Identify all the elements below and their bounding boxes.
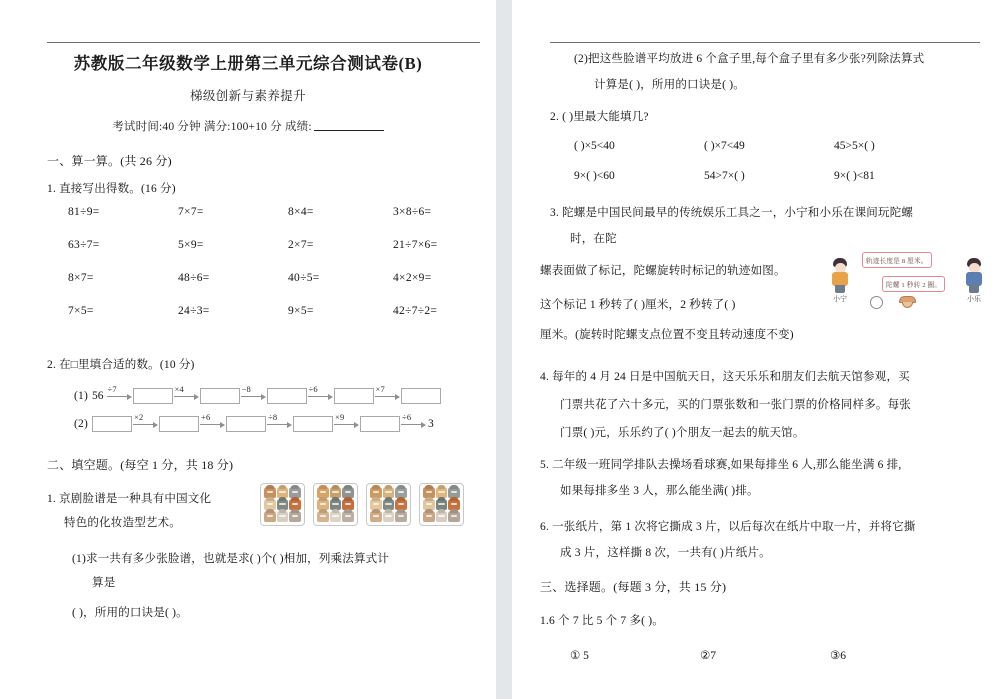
fill-3-line-5: 厘米。(旋转时陀螺支点位置不变且转动速度不变): [540, 329, 794, 341]
chain-arrow: [267, 412, 292, 429]
arith-item: 9×5=: [288, 305, 314, 317]
section-two-heading: 二、填空题。(每空 1 分，共 18 分): [47, 458, 234, 472]
fill-2-item: 9×( )<60: [574, 170, 615, 182]
chain-op: ÷6: [402, 412, 412, 422]
chain-op: −8: [241, 384, 251, 394]
character-xiaole: [964, 258, 984, 303]
chain-arrow: [308, 384, 333, 401]
legs-icon: [835, 285, 845, 293]
fill-3-line-1: 3. 陀螺是中国民间最早的传统娱乐工具之一，小宁和小乐在课间玩陀螺: [550, 207, 914, 219]
fill-3-line-3: 螺表面做了标记，陀螺旋转时标记的轨迹如图。: [540, 265, 786, 277]
arith-item: 81÷9=: [68, 206, 100, 218]
arith-item: 63÷7=: [68, 239, 100, 251]
chain-answer-box[interactable]: [334, 388, 374, 404]
fill-4-line-2: 门票共花了六十多元，买的门票张数和一张门票的价格同样多。每张: [560, 399, 911, 411]
character-xiaoning: [830, 258, 850, 303]
speech-bubble-2: 陀螺 1 秒转 2 圈。: [882, 276, 945, 292]
exam-info-text: 考试时间:40 分钟 满分:100+10 分 成绩:: [112, 121, 312, 133]
arith-item: 7×5=: [68, 305, 94, 317]
fill-2-item: 9×( )<81: [834, 170, 875, 182]
fill-4-line-3: 门票( )元，乐乐约了( )个朋友一起去的航天馆。: [560, 427, 805, 439]
fill-2-item: 54>7×( ): [704, 170, 745, 182]
chain-arrow: [107, 384, 132, 401]
fill-5-line-1: 5. 二年级一班同学排队去操场看球赛,如果每排坐 6 人,那么能坐满 6 排,: [540, 459, 902, 471]
chain-answer-box[interactable]: [226, 416, 266, 432]
chain-answer-box[interactable]: [159, 416, 199, 432]
left-page: [0, 0, 496, 699]
chain-arrow: [241, 384, 266, 401]
page-subtitle: 梯级创新与素养提升: [189, 89, 307, 103]
page-gutter: [496, 0, 512, 699]
arith-item: 4×2×9=: [393, 272, 432, 284]
body-icon: [966, 272, 982, 286]
chain-arrow: [133, 412, 158, 429]
spinning-top-icon: [898, 296, 917, 309]
character-name-label: 小乐: [967, 295, 981, 303]
chain-2-end: 3: [428, 418, 434, 430]
fill-1-sub2-line-2: 计算是( )，所用的口诀是( )。: [594, 79, 745, 91]
fill-3-line-4: 这个标记 1 秒转了( )厘米，2 秒转了( ): [540, 299, 736, 311]
arith-item: 24÷3=: [178, 305, 210, 317]
arith-item: 2×7=: [288, 239, 314, 251]
chain-op: ÷6: [308, 384, 318, 394]
arith-item: 42÷7÷2=: [393, 305, 438, 317]
mask-box: [313, 483, 358, 526]
chain-arrow: [334, 412, 359, 429]
arith-item: 5×9=: [178, 239, 204, 251]
fill-2-heading: 2. ( )里最大能填几?: [550, 111, 649, 123]
chain-op: ×2: [134, 412, 144, 422]
fill-2-item: 45>5×( ): [834, 140, 875, 152]
fill-1-sub2-line-1: (2)把这些脸谱平均放进 6 个盒子里,每个盒子里有多少张?列除法算式: [574, 53, 925, 65]
choice-1-options: [570, 648, 960, 662]
fill-1-sub1-line-3: ( )，所用的口诀是( )。: [72, 607, 188, 619]
chain-arrow: [174, 384, 199, 401]
fill-5-line-2: 如果每排多坐 3 人，那么能坐满( )排。: [560, 485, 759, 497]
arith-item: 3×8÷6=: [393, 206, 432, 218]
character-name-label: 小宁: [833, 295, 847, 303]
fill-1-sub1-line-2: 算是: [92, 577, 116, 589]
trajectory-circle-icon: [870, 296, 883, 309]
exam-info: [0, 118, 496, 134]
arithmetic-grid: [68, 206, 478, 317]
left-page-top-rule: [47, 42, 480, 43]
right-page: [512, 0, 1005, 699]
chain-op: ×4: [174, 384, 184, 394]
chain-arrow: [401, 412, 426, 429]
fill-2-item: ( )×7<49: [704, 140, 745, 152]
question-1-heading: 1. 直接写出得数。(16 分): [47, 183, 176, 195]
fill-2-row-2: [574, 170, 964, 182]
chain-answer-box[interactable]: [401, 388, 441, 404]
chain-op: ÷7: [107, 384, 117, 394]
arith-item: 8×7=: [68, 272, 94, 284]
fill-2-item: ( )×5<40: [574, 140, 615, 152]
chain-op: ×9: [335, 412, 345, 422]
mask-box: [366, 483, 411, 526]
mask-box: [419, 483, 464, 526]
chain-answer-box[interactable]: [360, 416, 400, 432]
chain-op: ×7: [375, 384, 385, 394]
question-2-heading: 2. 在□里填合适的数。(10 分): [47, 359, 195, 371]
page-title: 苏教版二年级数学上册第三单元综合测试卷(B): [73, 54, 423, 73]
fill-6-line-1: 6. 一张纸片，第 1 次将它撕成 3 片，以后每次在纸片中取一片，并将它撕: [540, 521, 916, 533]
mask-image-row: [260, 483, 464, 526]
chain-arrow: [375, 384, 400, 401]
arith-item: 7×7=: [178, 206, 204, 218]
fill-3-line-2: 时，在陀: [570, 233, 617, 245]
choice-option[interactable]: ③6: [830, 650, 847, 662]
chain-answer-box[interactable]: [200, 388, 240, 404]
chain-op: ÷8: [268, 412, 278, 422]
chain-1-label: (1): [74, 390, 89, 402]
arith-item: 48÷6=: [178, 272, 210, 284]
flow-chain-1: [74, 384, 441, 404]
choice-option[interactable]: ②7: [700, 650, 717, 662]
section-three-heading: 三、选择题。(每题 3 分，共 15 分): [540, 580, 727, 594]
right-page-top-rule: [550, 42, 980, 43]
fill-4-line-1: 4. 每年的 4 月 24 日是中国航天日，这天乐乐和朋友们去航天馆参观，买: [540, 371, 910, 383]
score-blank-line: [314, 120, 384, 131]
chain-1-start: 56: [92, 390, 104, 402]
chain-answer-box[interactable]: [267, 388, 307, 404]
speech-bubble-1: 轨迹长度是 8 厘米。: [862, 252, 932, 268]
choice-option[interactable]: ① 5: [570, 650, 589, 662]
chain-2-label: (2): [74, 418, 89, 430]
fill-6-line-2: 成 3 片，这样撕 8 次，一共有( )片纸片。: [560, 547, 771, 559]
arith-item: 8×4=: [288, 206, 314, 218]
chain-answer-box[interactable]: [92, 416, 132, 432]
mask-box: [260, 483, 305, 526]
flow-chain-2: [74, 412, 434, 432]
fill-1-sub1-line-1: (1)求一共有多少张脸谱，也就是求( )个( )相加，列乘法算式计: [72, 553, 390, 565]
fill-2-row-1: [574, 140, 964, 152]
chain-answer-box[interactable]: [133, 388, 173, 404]
section-one-heading: 一、算一算。(共 26 分): [47, 154, 172, 168]
fill-1-line-2: 特色的化妆造型艺术。: [64, 517, 181, 529]
choice-1-heading: 1.6 个 7 比 5 个 7 多( )。: [540, 615, 664, 627]
arith-item: 21÷7×6=: [393, 239, 438, 251]
chain-arrow: [200, 412, 225, 429]
body-icon: [832, 272, 848, 286]
spinning-top-illustration: [830, 252, 990, 324]
fill-1-line-1: 1. 京剧脸谱是一种具有中国文化: [47, 493, 212, 505]
arith-item: 40÷5=: [288, 272, 320, 284]
legs-icon: [969, 285, 979, 293]
chain-answer-box[interactable]: [293, 416, 333, 432]
chain-op: +6: [201, 412, 211, 422]
